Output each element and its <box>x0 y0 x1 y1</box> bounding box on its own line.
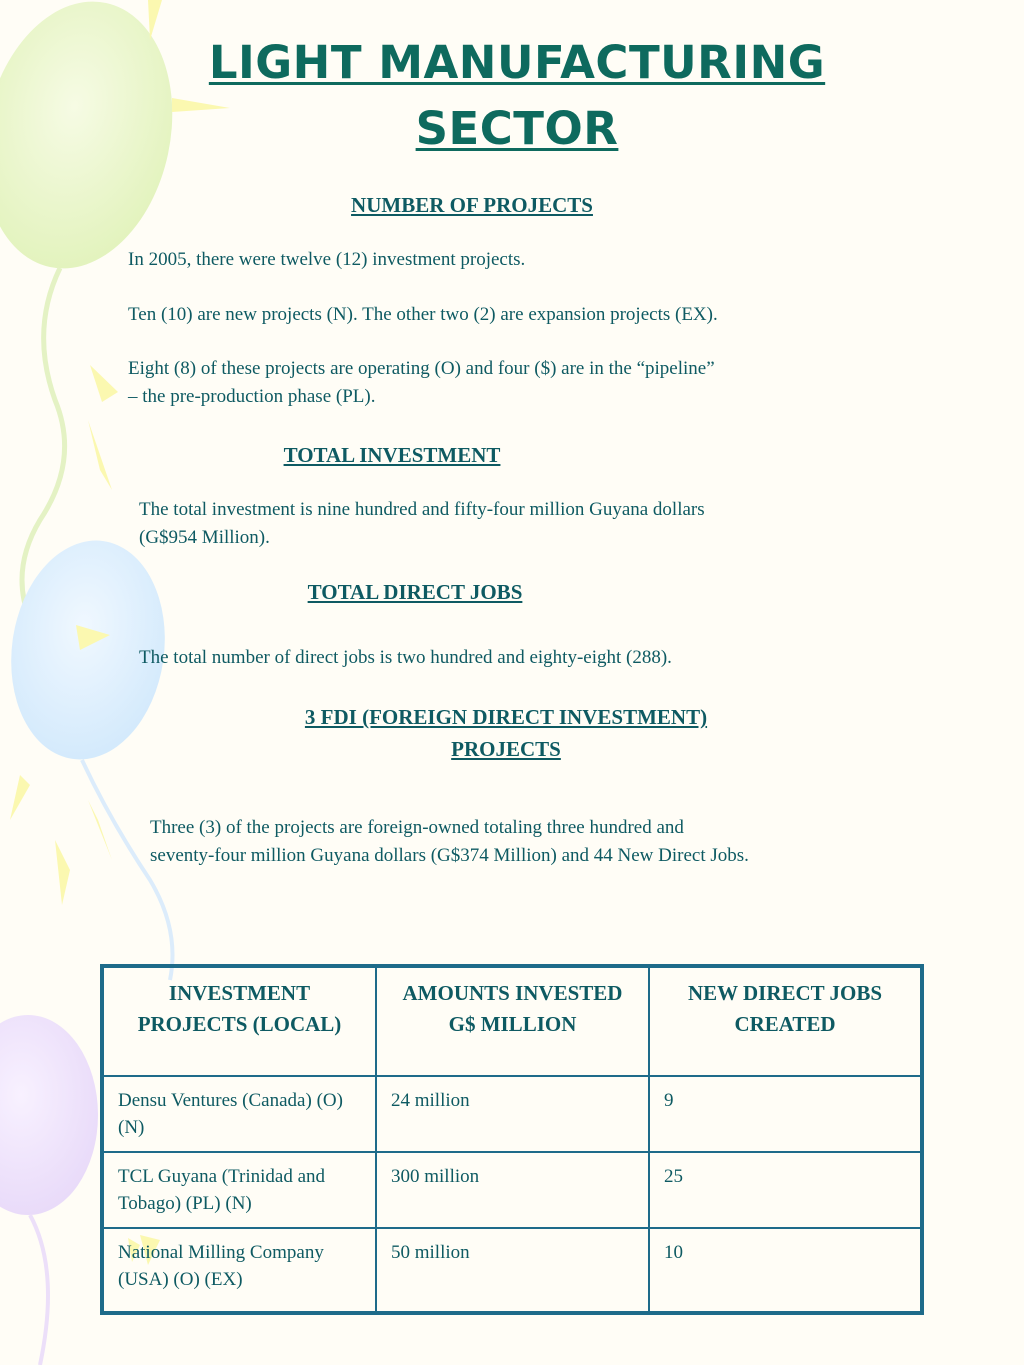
fdi-projects-table <box>100 964 924 1315</box>
page-title <box>150 30 884 162</box>
table-header-row <box>102 966 922 1076</box>
projects-paragraph-1: In 2005, there were twelve (12) investment projects. <box>128 249 526 270</box>
total-investment-paragraph <box>139 496 705 551</box>
total-investment-line-1: The total investment is nine hundred and fifty-four million Guyana dollars <box>139 499 705 520</box>
total-investment-line-2: (G$954 Million). <box>139 526 270 548</box>
table-row <box>102 1228 922 1313</box>
jobs-cell: 9 <box>649 1076 922 1152</box>
projects-paragraph-2: Ten (10) are new projects (N). The other two (2) are expansion projects (EX). <box>128 304 718 325</box>
project-name-cell: TCL Guyana (Trinidad and Tobago) (PL) (N) <box>102 1152 376 1228</box>
project-name-cell: National Milling Company (USA) (O) (EX) <box>102 1228 376 1313</box>
jobs-cell: 25 <box>649 1152 922 1228</box>
amount-cell: 50 million <box>376 1228 649 1313</box>
total-direct-jobs-paragraph: The total number of direct jobs is two hundred and eighty-eight (288). <box>139 647 672 668</box>
fdi-heading <box>200 701 812 765</box>
fdi-paragraph-line-2: seventy-four million Guyana dollars (G$374 Million) and 44 New Direct Jobs. <box>150 844 749 866</box>
amount-cell: 24 million <box>376 1076 649 1152</box>
table-row <box>102 1152 922 1228</box>
total-investment-heading: TOTAL INVESTMENT <box>283 443 501 467</box>
number-of-projects-heading: NUMBER OF PROJECTS <box>351 193 593 217</box>
fdi-paragraph <box>150 814 749 869</box>
header-investment-projects: INVESTMENT PROJECTS (LOCAL) <box>102 966 376 1076</box>
fdi-paragraph-line-1: Three (3) of the projects are foreign-owned totaling three hundred and <box>150 817 684 838</box>
projects-paragraph-3-line-2: – the pre-production phase (PL). <box>128 385 376 407</box>
title-line-2: SECTOR <box>415 102 619 155</box>
table-row <box>102 1076 922 1152</box>
title-line-1: LIGHT MANUFACTURING <box>208 36 826 89</box>
projects-paragraph-3 <box>128 355 715 410</box>
amount-cell: 300 million <box>376 1152 649 1228</box>
fdi-heading-line-1: 3 FDI (FOREIGN DIRECT INVESTMENT) <box>304 705 708 729</box>
projects-paragraph-3-line-1: Eight (8) of these projects are operating (O) and four ($) are in the “pipeline” <box>128 358 715 379</box>
purple-balloon <box>0 1015 98 1215</box>
header-amounts-invested: AMOUNTS INVESTED G$ MILLION <box>376 966 649 1076</box>
fdi-heading-line-2: PROJECTS <box>451 737 561 761</box>
header-new-direct-jobs: NEW DIRECT JOBS CREATED <box>649 966 922 1076</box>
total-direct-jobs-heading: TOTAL DIRECT JOBS <box>307 580 523 604</box>
jobs-cell: 10 <box>649 1228 922 1313</box>
project-name-cell: Densu Ventures (Canada) (O) (N) <box>102 1076 376 1152</box>
